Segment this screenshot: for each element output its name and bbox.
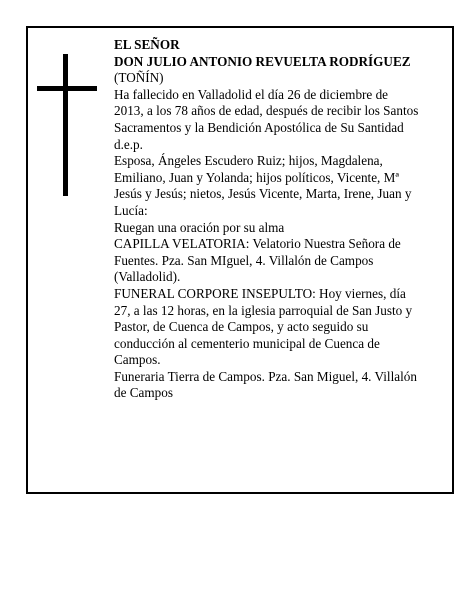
funeral-info: FUNERAL CORPORE INSEPULTO: Hoy viernes, día 27, a las 12 horas, en la iglesia parroquial de San Justo y Pastor, de Cuenca de Campos, y acto seguido su conducción al cementerio municipal de Cuenca de Campos. — [114, 285, 413, 368]
family-list: Esposa, Ángeles Escudero Ruiz; hijos, Magdalena, Emiliano, Juan y Yolanda; hijos políticos, Vicente, Mª Jesús y Jesús; nietos, Jesús Vicente, Marta, Irene, Juan y Lucía: — [114, 153, 412, 218]
cross-vertical-bar — [63, 54, 68, 196]
funeral-home: Funeraria Tierra de Campos. Pza. San Miguel, 4. Villalón de Campos — [114, 368, 417, 401]
chapel-info: CAPILLA VELATORIA: Velatorio Nuestra Señora de Fuentes. Pza. San MIguel, 4. Villalón de Campos (Valladolid). — [114, 236, 401, 285]
prayer-request: Ruegan una oración por su alma — [114, 219, 285, 235]
cross-icon — [37, 54, 97, 196]
rip-abbreviation: d.e.p. — [114, 136, 143, 152]
honorific: EL SEÑOR — [114, 37, 180, 52]
cross-horizontal-bar — [37, 86, 97, 91]
obituary-text — [114, 37, 420, 402]
deceased-name: DON JULIO ANTONIO REVUELTA RODRÍGUEZ — [114, 53, 411, 69]
nickname: (TOÑÍN) — [114, 70, 164, 86]
death-statement: Ha fallecido en Valladolid el día 26 de diciembre de 2013, a los 78 años de edad, después de recibir los Santos Sacramentos y la Bendición Apostólica de Su Santidad — [114, 86, 419, 135]
